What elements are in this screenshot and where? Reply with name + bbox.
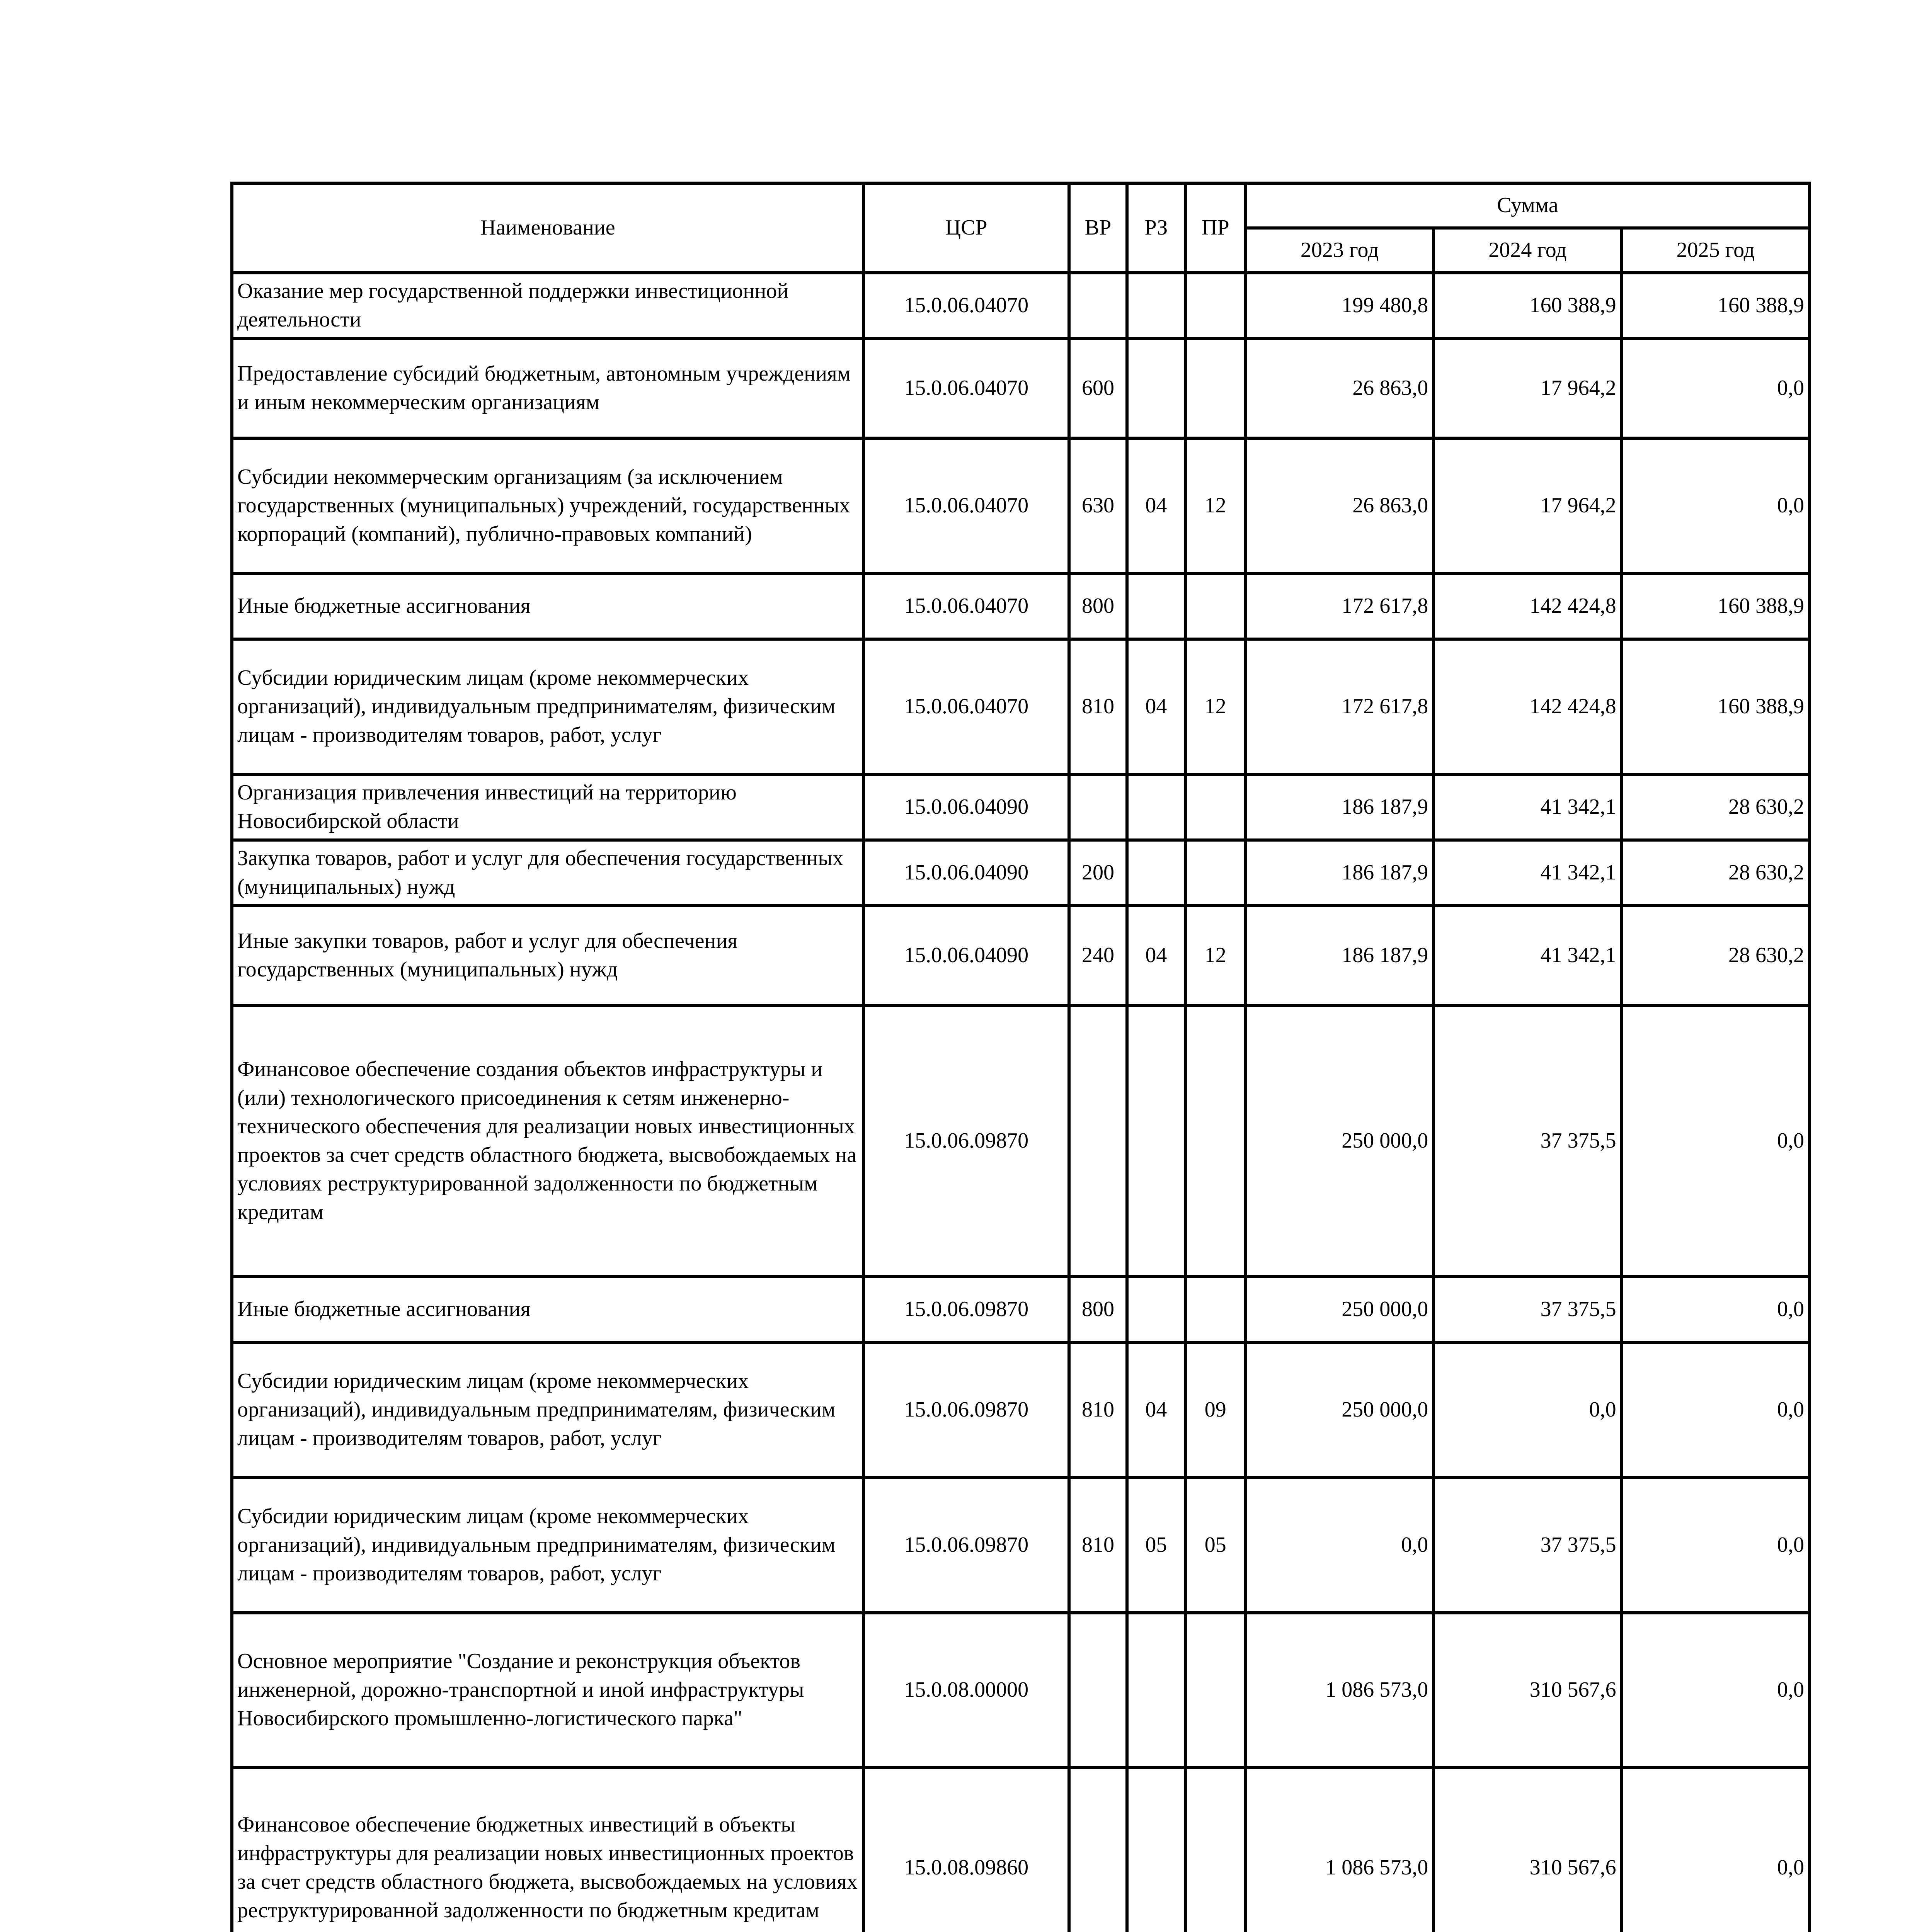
- row-csr: 15.0.06.04090: [863, 906, 1069, 1005]
- row-sum-2023: 186 187,9: [1246, 840, 1433, 906]
- header-name: Наименование: [232, 183, 863, 273]
- row-csr: 15.0.06.09870: [863, 1005, 1069, 1277]
- row-csr: 15.0.06.04070: [863, 573, 1069, 639]
- row-pr: [1185, 338, 1246, 438]
- row-sum-2024: 160 388,9: [1433, 273, 1621, 338]
- row-rz: [1127, 1005, 1185, 1277]
- row-rz: [1127, 774, 1185, 840]
- row-csr: 15.0.06.04070: [863, 639, 1069, 774]
- row-rz: [1127, 1613, 1185, 1767]
- row-sum-2025: 0,0: [1622, 1277, 1810, 1342]
- row-sum-2024: 41 342,1: [1433, 840, 1621, 906]
- row-sum-2025: 28 630,2: [1622, 906, 1810, 1005]
- row-csr: 15.0.06.04070: [863, 438, 1069, 573]
- row-vr: 600: [1069, 338, 1127, 438]
- header-year-2024: 2024 год: [1433, 228, 1621, 273]
- row-name: Финансовое обеспечение бюджетных инвестиций в объекты инфраструктуры для реализации новых инвестиционных проектов за счет средств областного бюджета, высвобождаемых на условиях реструктурированной задолженности по бюджетным кредитам: [232, 1767, 863, 1932]
- row-sum-2023: 186 187,9: [1246, 906, 1433, 1005]
- row-sum-2023: 199 480,8: [1246, 273, 1433, 338]
- row-pr: [1185, 1277, 1246, 1342]
- row-sum-2025: 28 630,2: [1622, 840, 1810, 906]
- row-vr: 240: [1069, 906, 1127, 1005]
- row-sum-2025: 0,0: [1622, 1767, 1810, 1932]
- row-sum-2023: 0,0: [1246, 1478, 1433, 1613]
- row-sum-2024: 310 567,6: [1433, 1613, 1621, 1767]
- row-sum-2023: 250 000,0: [1246, 1342, 1433, 1478]
- row-name: Предоставление субсидий бюджетным, автономным учреждениям и иным некоммерческим организациям: [232, 338, 863, 438]
- table-row: [232, 338, 1810, 438]
- row-sum-2025: 28 630,2: [1622, 774, 1810, 840]
- row-pr: 09: [1185, 1342, 1246, 1478]
- row-sum-2024: 41 342,1: [1433, 774, 1621, 840]
- row-name: Иные бюджетные ассигнования: [232, 1277, 863, 1342]
- row-csr: 15.0.06.04070: [863, 338, 1069, 438]
- header-csr: ЦСР: [863, 183, 1069, 273]
- row-sum-2023: 186 187,9: [1246, 774, 1433, 840]
- row-sum-2025: 0,0: [1622, 1478, 1810, 1613]
- row-name: Оказание мер государственной поддержки инвестиционной деятельности: [232, 273, 863, 338]
- row-vr: 810: [1069, 1478, 1127, 1613]
- row-pr: [1185, 840, 1246, 906]
- row-rz: 04: [1127, 906, 1185, 1005]
- row-vr: 800: [1069, 1277, 1127, 1342]
- row-sum-2025: 160 388,9: [1622, 273, 1810, 338]
- table-row: [232, 1613, 1810, 1767]
- row-rz: [1127, 273, 1185, 338]
- header-year-2025: 2025 год: [1622, 228, 1810, 273]
- row-rz: 04: [1127, 1342, 1185, 1478]
- row-pr: [1185, 1005, 1246, 1277]
- row-vr: 810: [1069, 1342, 1127, 1478]
- row-rz: [1127, 1767, 1185, 1932]
- row-name: Иные бюджетные ассигнования: [232, 573, 863, 639]
- row-sum-2024: 37 375,5: [1433, 1005, 1621, 1277]
- row-sum-2023: 1 086 573,0: [1246, 1613, 1433, 1767]
- table-row: [232, 273, 1810, 338]
- row-csr: 15.0.06.09870: [863, 1478, 1069, 1613]
- header-pr: ПР: [1185, 183, 1246, 273]
- row-vr: 800: [1069, 573, 1127, 639]
- table-body: [232, 273, 1810, 1932]
- header-rz: РЗ: [1127, 183, 1185, 273]
- row-sum-2024: 17 964,2: [1433, 438, 1621, 573]
- row-name: Организация привлечения инвестиций на территорию Новосибирской области: [232, 774, 863, 840]
- row-csr: 15.0.06.04070: [863, 273, 1069, 338]
- row-csr: 15.0.06.04090: [863, 774, 1069, 840]
- row-sum-2024: 17 964,2: [1433, 338, 1621, 438]
- row-sum-2025: 0,0: [1622, 338, 1810, 438]
- row-pr: [1185, 273, 1246, 338]
- row-vr: [1069, 1005, 1127, 1277]
- row-sum-2024: 142 424,8: [1433, 573, 1621, 639]
- table-row: [232, 1767, 1810, 1932]
- table-row: [232, 639, 1810, 774]
- row-rz: [1127, 1277, 1185, 1342]
- row-pr: [1185, 1767, 1246, 1932]
- row-rz: 04: [1127, 639, 1185, 774]
- row-rz: [1127, 338, 1185, 438]
- row-pr: 05: [1185, 1478, 1246, 1613]
- row-sum-2025: 0,0: [1622, 438, 1810, 573]
- budget-table: [230, 182, 1811, 1932]
- row-name: Субсидии юридическим лицам (кроме некоммерческих организаций), индивидуальным предпринимателям, физическим лицам - производителям товаров, работ, услуг: [232, 639, 863, 774]
- row-name: Субсидии юридическим лицам (кроме некоммерческих организаций), индивидуальным предпринимателям, физическим лицам - производителям товаров, работ, услуг: [232, 1342, 863, 1478]
- header-vr: ВР: [1069, 183, 1127, 273]
- row-pr: [1185, 774, 1246, 840]
- table-row: [232, 573, 1810, 639]
- row-sum-2024: 37 375,5: [1433, 1478, 1621, 1613]
- row-name: Иные закупки товаров, работ и услуг для обеспечения государственных (муниципальных) нужд: [232, 906, 863, 1005]
- row-sum-2025: 0,0: [1622, 1613, 1810, 1767]
- row-sum-2024: 41 342,1: [1433, 906, 1621, 1005]
- row-sum-2024: 310 567,6: [1433, 1767, 1621, 1932]
- row-vr: 630: [1069, 438, 1127, 573]
- row-sum-2023: 26 863,0: [1246, 438, 1433, 573]
- table-row: [232, 774, 1810, 840]
- table-row: [232, 1005, 1810, 1277]
- row-name: Субсидии юридическим лицам (кроме некоммерческих организаций), индивидуальным предпринимателям, физическим лицам - производителям товаров, работ, услуг: [232, 1478, 863, 1613]
- row-csr: 15.0.06.09870: [863, 1277, 1069, 1342]
- table-row: [232, 840, 1810, 906]
- row-sum-2023: 250 000,0: [1246, 1005, 1433, 1277]
- row-csr: 15.0.08.00000: [863, 1613, 1069, 1767]
- row-sum-2024: 142 424,8: [1433, 639, 1621, 774]
- row-sum-2025: 160 388,9: [1622, 639, 1810, 774]
- row-sum-2025: 0,0: [1622, 1005, 1810, 1277]
- row-vr: 810: [1069, 639, 1127, 774]
- row-name: Закупка товаров, работ и услуг для обеспечения государственных (муниципальных) нужд: [232, 840, 863, 906]
- row-sum-2024: 0,0: [1433, 1342, 1621, 1478]
- table-row: [232, 906, 1810, 1005]
- row-sum-2023: 1 086 573,0: [1246, 1767, 1433, 1932]
- row-rz: 04: [1127, 438, 1185, 573]
- row-sum-2023: 250 000,0: [1246, 1277, 1433, 1342]
- row-csr: 15.0.06.04090: [863, 840, 1069, 906]
- table-row: [232, 1478, 1810, 1613]
- row-sum-2025: 0,0: [1622, 1342, 1810, 1478]
- row-pr: 12: [1185, 906, 1246, 1005]
- row-rz: 05: [1127, 1478, 1185, 1613]
- row-pr: [1185, 573, 1246, 639]
- row-pr: 12: [1185, 639, 1246, 774]
- table-row: [232, 1342, 1810, 1478]
- row-rz: [1127, 840, 1185, 906]
- row-vr: 200: [1069, 840, 1127, 906]
- row-vr: [1069, 774, 1127, 840]
- row-sum-2023: 172 617,8: [1246, 639, 1433, 774]
- row-vr: [1069, 1613, 1127, 1767]
- row-name: Основное мероприятие "Создание и реконструкция объектов инженерной, дорожно-транспортной и иной инфраструктуры Новосибирского промышленно-логистического парка": [232, 1613, 863, 1767]
- row-name: Субсидии некоммерческим организациям (за исключением государственных (муниципальных) учреждений, государственных корпораций (компаний), публично-правовых компаний): [232, 438, 863, 573]
- row-sum-2024: 37 375,5: [1433, 1277, 1621, 1342]
- row-csr: 15.0.08.09860: [863, 1767, 1069, 1932]
- row-vr: [1069, 1767, 1127, 1932]
- row-sum-2023: 26 863,0: [1246, 338, 1433, 438]
- row-pr: [1185, 1613, 1246, 1767]
- row-csr: 15.0.06.09870: [863, 1342, 1069, 1478]
- row-pr: 12: [1185, 438, 1246, 573]
- row-vr: [1069, 273, 1127, 338]
- row-sum-2025: 160 388,9: [1622, 573, 1810, 639]
- table-row: [232, 1277, 1810, 1342]
- table-row: [232, 438, 1810, 573]
- row-name: Финансовое обеспечение создания объектов инфраструктуры и (или) технологического присоединения к сетям инженерно-технического обеспечения для реализации новых инвестиционных проектов за счет средств областного бюджета, высвобождаемых на условиях реструктурированной задолженности по бюджетным кредитам: [232, 1005, 863, 1277]
- header-sum: Сумма: [1246, 183, 1810, 228]
- row-sum-2023: 172 617,8: [1246, 573, 1433, 639]
- row-rz: [1127, 573, 1185, 639]
- header-year-2023: 2023 год: [1246, 228, 1433, 273]
